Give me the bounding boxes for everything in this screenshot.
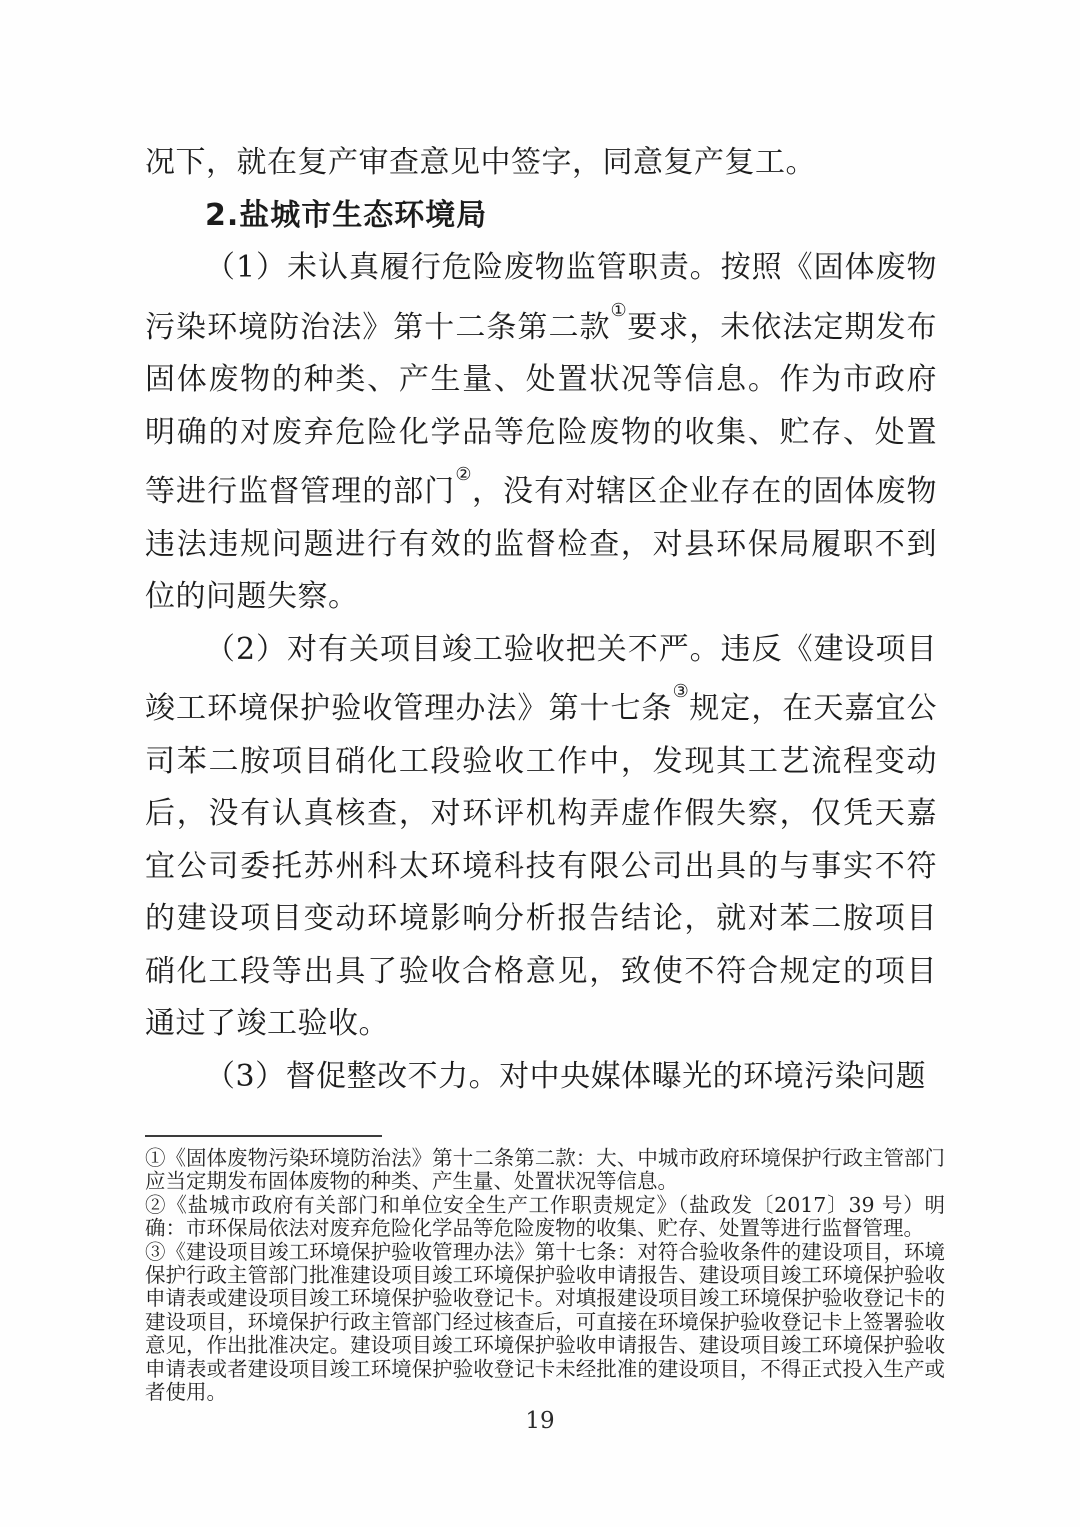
footnote-item (145, 1194, 945, 1241)
footnote-marker: ① (145, 1146, 166, 1170)
body-paragraph (145, 137, 937, 190)
paragraph-text: 要求，未依法定期发布固体废物的种类、产生量、处置状况等信息。作为市政府明确的对废弃危险化学品等危险废物的收集、贮存、处置等进行监督管理的部门 (145, 309, 937, 509)
document-body (145, 137, 937, 1103)
footnote-separator-line (145, 1135, 382, 1137)
paragraph-text: （3）督促整改不力。对中央媒体曝光的环境污染问题 (205, 1058, 927, 1094)
paragraph-text: （2）对有关项目竣工验收把关不严。违反《建设项目竣工环境保护验收管理办法》第十七条 (145, 631, 937, 726)
footnote-item (145, 1241, 945, 1405)
page-number: 19 (525, 1408, 555, 1434)
paragraph-text: （1）未认真履行危险废物监管职责。按照《固体废物污染环境防治法》第十二条第二款 (145, 250, 937, 345)
footnote-reference: ③ (672, 681, 690, 703)
footnote-marker: ② (145, 1192, 167, 1217)
body-paragraph (145, 624, 937, 1051)
footnote-marker: ③ (145, 1239, 166, 1264)
paragraph-text: 规定，在天嘉宜公司苯二胺项目硝化工段验收工作中，发现其工艺流程变动后，没有认真核查，对环评机构弄虚作假失察，仅凭天嘉宜公司委托苏州科太环境科技有限公司出具的与事实不符的建设项目变动环境影响分析报告结论，就对苯二胺项目硝化工段等出具了验收合格意见，致使不符合规定的项目通过了竣工验收。 (145, 691, 938, 1041)
footnote-item (145, 1147, 945, 1194)
footnote-reference: ① (610, 299, 628, 321)
footnote-text: 《固体废物污染环境防治法》第十二条第二款：大、中城市政府环境保护行政主管部门应当定期发布固体废物的种类、产生量、处置状况等信息。 (145, 1146, 946, 1194)
footnote-text: 《盐城市政府有关部门和单位安全生产工作职责规定》（盐政发〔2017〕39 号）明确：市环保局依法对废弃危险化学品等危险废物的收集、贮存、处置等进行监督管理。 (145, 1192, 946, 1241)
footnote-reference: ② (455, 464, 473, 486)
body-paragraph (145, 242, 937, 624)
paragraph-text: 2.盐城市生态环境局 (205, 197, 488, 233)
section-heading (145, 190, 937, 243)
body-paragraph (145, 1051, 937, 1104)
footnote-list (145, 1147, 945, 1404)
footnotes-section (145, 1135, 945, 1404)
paragraph-text: 况下，就在复产审查意见中签字，同意复产复工。 (145, 145, 816, 180)
paragraph-text: ，没有对辖区企业存在的固体废物违法违规问题进行有效的监督检查，对县环保局履职不到位的问题失察。 (145, 474, 937, 614)
footnote-text: 《建设项目竣工环境保护验收管理办法》第十七条：对符合验收条件的建设项目，环境保护行政主管部门批准建设项目竣工环境保护验收申请报告、建设项目竣工环境保护验收申请表或建设项目竣工环境保护验收登记卡。对填报建设项目竣工环境保护验收登记卡的建设项目，环境保护行政主管部门经过核查后，可直接在环境保护验收登记卡上签署验收意见，作出批准决定。建设项目竣工环境保护验收申请报告、建设项目竣工环境保护验收申请表或者建设项目竣工环境保护验收登记卡未经批准的建设项目，不得正式投入生产或者使用。 (145, 1239, 946, 1405)
